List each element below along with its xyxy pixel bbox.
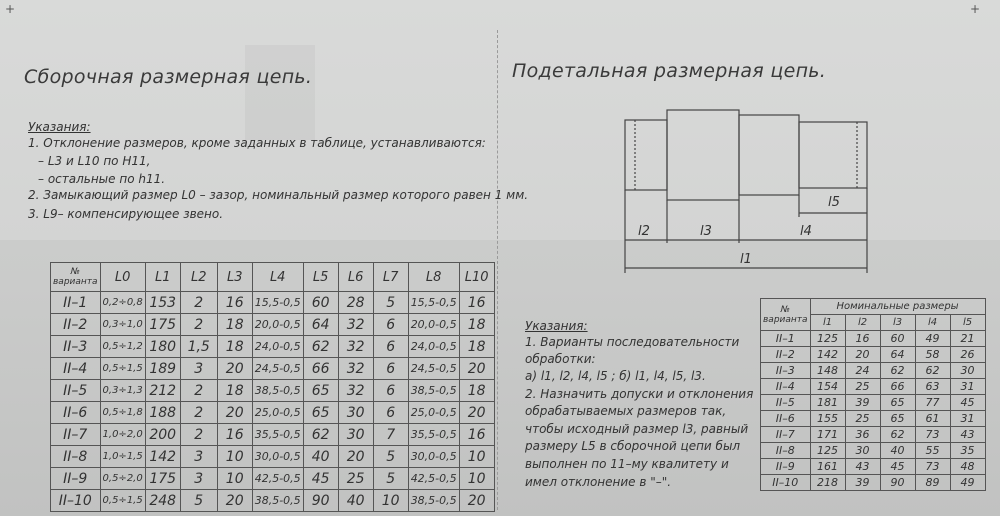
- t2-cell: 35: [950, 443, 985, 459]
- t2-cell: II–4: [761, 379, 811, 395]
- t2-cell: 43: [845, 459, 880, 475]
- t1-cell: 38,5-0,5: [408, 490, 459, 512]
- t2-cell: 36: [845, 427, 880, 443]
- t1-cell: 20: [459, 402, 494, 424]
- t1-cell: 2: [180, 424, 217, 446]
- t2-cell: II–10: [761, 475, 811, 491]
- t2-cell: 49: [915, 331, 950, 347]
- detail-sizes-table: [760, 298, 986, 491]
- t1-cell: 0,5÷1,2: [100, 336, 145, 358]
- t2-cell: 73: [915, 427, 950, 443]
- table-row: [51, 314, 495, 336]
- t2-variant-header: № варианта: [761, 299, 811, 331]
- t2-cell: 65: [880, 411, 915, 427]
- t1-cell: 42,5-0,5: [252, 468, 303, 490]
- t2-cell: 49: [950, 475, 985, 491]
- t2-cell: 60: [880, 331, 915, 347]
- t1-cell: 6: [373, 402, 408, 424]
- t1-cell: 32: [338, 380, 373, 402]
- table-row: [51, 446, 495, 468]
- dim-label-l1: l1: [740, 252, 752, 267]
- t1-cell: 18: [217, 314, 252, 336]
- assembly-variants-table: [50, 262, 495, 512]
- table-row: [51, 358, 495, 380]
- t1-cell: 20,0-0,5: [252, 314, 303, 336]
- note-1: 1. Отклонение размеров, кроме заданных в таблице, устанавливаются:: [28, 136, 486, 150]
- t1-cell: 16: [217, 424, 252, 446]
- t2-cell: 62: [915, 363, 950, 379]
- note-1a: – L3 и L10 по H11,: [38, 154, 151, 168]
- t1-cell: II–6: [51, 402, 101, 424]
- t1-header-cell: L1: [145, 263, 180, 292]
- t2-cell: II–9: [761, 459, 811, 475]
- t1-cell: 212: [145, 380, 180, 402]
- right-note-1: 1. Варианты последовательности: [525, 335, 740, 349]
- t1-cell: 6: [373, 358, 408, 380]
- t2-cell: 39: [845, 475, 880, 491]
- shaft-segment-l2: [625, 120, 667, 190]
- t2-cell: 31: [950, 379, 985, 395]
- t1-cell: 18: [217, 380, 252, 402]
- t1-cell: II–5: [51, 380, 101, 402]
- t1-cell: 0,5÷1,8: [100, 402, 145, 424]
- dim-label-l3: l3: [700, 224, 712, 239]
- t1-cell: 10: [217, 446, 252, 468]
- t1-header-cell: L3: [217, 263, 252, 292]
- t1-cell: 175: [145, 314, 180, 336]
- t1-cell: 18: [459, 380, 494, 402]
- t1-cell: 30,0-0,5: [408, 446, 459, 468]
- corner-mark: +: [5, 2, 16, 16]
- t1-cell: 3: [180, 446, 217, 468]
- t2-cell: II–2: [761, 347, 811, 363]
- t1-cell: II–9: [51, 468, 101, 490]
- t1-cell: 0,5÷1,5: [100, 358, 145, 380]
- t1-cell: 180: [145, 336, 180, 358]
- table-row: [51, 380, 495, 402]
- t2-cell: II–5: [761, 395, 811, 411]
- t1-cell: 175: [145, 468, 180, 490]
- assembly-chain-title: Сборочная размерная цепь.: [24, 66, 313, 88]
- t1-cell: 20: [459, 358, 494, 380]
- t2-cell: 125: [810, 443, 845, 459]
- right-note-2f: имел отклонение в "–".: [525, 475, 672, 489]
- t1-cell: 60: [303, 292, 338, 314]
- t2-cell: 48: [950, 459, 985, 475]
- t1-cell: II–8: [51, 446, 101, 468]
- t1-cell: 2: [180, 402, 217, 424]
- t1-cell: 2: [180, 314, 217, 336]
- t1-cell: 62: [303, 336, 338, 358]
- t2-cell: 30: [845, 443, 880, 459]
- t1-cell: 2: [180, 380, 217, 402]
- background-shape: [245, 45, 315, 140]
- t1-cell: 0,2÷0,8: [100, 292, 145, 314]
- shaft-segment-l4: [739, 115, 799, 195]
- dim-label-l5: l5: [828, 195, 840, 210]
- t1-cell: 38,5-0,5: [252, 490, 303, 512]
- t2-cell: 181: [810, 395, 845, 411]
- t1-cell: 0,5÷2,0: [100, 468, 145, 490]
- t1-cell: 6: [373, 336, 408, 358]
- t1-cell: 20: [217, 358, 252, 380]
- dim-label-l4: l4: [800, 224, 812, 239]
- t1-cell: 20: [459, 490, 494, 512]
- t1-cell: 24,5-0,5: [408, 358, 459, 380]
- t1-cell: 6: [373, 314, 408, 336]
- table-row: [51, 336, 495, 358]
- right-notes-heading: Указания:: [525, 319, 588, 333]
- t1-cell: 15,5-0,5: [408, 292, 459, 314]
- t2-cell: 25: [845, 379, 880, 395]
- t1-cell: 20: [338, 446, 373, 468]
- t2-cell: 45: [950, 395, 985, 411]
- t2-cell: 31: [950, 411, 985, 427]
- t1-cell: 0,3÷1,0: [100, 314, 145, 336]
- t2-cell: 16: [845, 331, 880, 347]
- table-row: [761, 459, 986, 475]
- t1-cell: 142: [145, 446, 180, 468]
- t2-col-header: l5: [950, 315, 985, 331]
- t1-cell: 20: [217, 402, 252, 424]
- table-row: [761, 395, 986, 411]
- table-row: [761, 475, 986, 491]
- t2-cell: 148: [810, 363, 845, 379]
- table-header-row: [51, 263, 495, 292]
- t2-cell: 64: [880, 347, 915, 363]
- t1-cell: 24,0-0,5: [408, 336, 459, 358]
- t2-cell: II–7: [761, 427, 811, 443]
- t1-cell: 24,0-0,5: [252, 336, 303, 358]
- t1-header-cell: № варианта: [51, 263, 101, 292]
- t2-cell: 30: [950, 363, 985, 379]
- t2-cell: 25: [845, 411, 880, 427]
- t2-cell: 154: [810, 379, 845, 395]
- right-note-2c: чтобы исходный размер l3, равный: [525, 422, 749, 436]
- t1-cell: II–1: [51, 292, 101, 314]
- t1-cell: 5: [373, 468, 408, 490]
- t1-cell: 2: [180, 292, 217, 314]
- t1-cell: 10: [373, 490, 408, 512]
- dim-label-l2: l2: [638, 224, 650, 239]
- t1-cell: 66: [303, 358, 338, 380]
- t1-cell: II–7: [51, 424, 101, 446]
- t1-cell: 32: [338, 336, 373, 358]
- table-row: [761, 331, 986, 347]
- t1-cell: 20,0-0,5: [408, 314, 459, 336]
- t1-cell: II–3: [51, 336, 101, 358]
- notes-heading: Указания:: [28, 120, 91, 134]
- t1-cell: 18: [459, 314, 494, 336]
- t1-cell: II–4: [51, 358, 101, 380]
- t1-cell: II–10: [51, 490, 101, 512]
- table-row: [761, 363, 986, 379]
- right-note-1c: а) l1, l2, l4, l5 ; б) l1, l4, l5, l3.: [525, 369, 706, 383]
- t2-cell: 90: [880, 475, 915, 491]
- t2-cell: 66: [880, 379, 915, 395]
- table-row: [51, 468, 495, 490]
- t1-cell: 64: [303, 314, 338, 336]
- t2-cell: 40: [880, 443, 915, 459]
- t2-cell: 161: [810, 459, 845, 475]
- t1-cell: 25,0-0,5: [408, 402, 459, 424]
- t1-cell: 32: [338, 358, 373, 380]
- t1-cell: 25,0-0,5: [252, 402, 303, 424]
- t1-cell: 5: [373, 446, 408, 468]
- t1-cell: 38,5-0,5: [252, 380, 303, 402]
- t1-cell: 188: [145, 402, 180, 424]
- divider: [497, 30, 499, 510]
- t1-cell: 200: [145, 424, 180, 446]
- table-row: [51, 424, 495, 446]
- t1-cell: 16: [217, 292, 252, 314]
- table-row: [51, 490, 495, 512]
- t1-cell: 6: [373, 380, 408, 402]
- t1-cell: 1,5: [180, 336, 217, 358]
- right-note-1b: обработки:: [525, 352, 596, 366]
- t1-cell: 1,0÷1,5: [100, 446, 145, 468]
- t2-col-header: l3: [880, 315, 915, 331]
- t1-cell: 65: [303, 380, 338, 402]
- t1-cell: 40: [303, 446, 338, 468]
- t1-header-cell: L4: [252, 263, 303, 292]
- t2-cell: 73: [915, 459, 950, 475]
- right-note-2b: обрабатываемых размеров так,: [525, 404, 727, 418]
- t2-cell: II–3: [761, 363, 811, 379]
- t1-cell: 62: [303, 424, 338, 446]
- t2-cell: 62: [880, 427, 915, 443]
- t2-col-header: l2: [845, 315, 880, 331]
- t1-cell: 10: [459, 468, 494, 490]
- t2-cell: II–8: [761, 443, 811, 459]
- t2-cell: 20: [845, 347, 880, 363]
- t1-cell: 20: [217, 490, 252, 512]
- t1-cell: 10: [217, 468, 252, 490]
- t1-cell: 5: [180, 490, 217, 512]
- t2-cell: II–6: [761, 411, 811, 427]
- t2-cell: 26: [950, 347, 985, 363]
- t2-cell: II–1: [761, 331, 811, 347]
- t1-cell: 1,0÷2,0: [100, 424, 145, 446]
- t2-col-header: l4: [915, 315, 950, 331]
- t2-cell: 89: [915, 475, 950, 491]
- t2-cell: 55: [915, 443, 950, 459]
- t1-cell: 16: [459, 292, 494, 314]
- t1-cell: 15,5-0,5: [252, 292, 303, 314]
- t1-cell: 24,5-0,5: [252, 358, 303, 380]
- t1-cell: 189: [145, 358, 180, 380]
- t1-header-cell: L5: [303, 263, 338, 292]
- t1-cell: 5: [373, 292, 408, 314]
- t1-cell: 16: [459, 424, 494, 446]
- t1-cell: 30,0-0,5: [252, 446, 303, 468]
- t1-header-cell: L0: [100, 263, 145, 292]
- t1-header-cell: L10: [459, 263, 494, 292]
- t1-cell: 7: [373, 424, 408, 446]
- detail-chain-title: Подетальная размерная цепь.: [512, 60, 827, 82]
- t1-header-cell: L7: [373, 263, 408, 292]
- t1-cell: 0,5÷1,5: [100, 490, 145, 512]
- t2-group-header: Номинальные размеры: [810, 299, 985, 315]
- t2-cell: 171: [810, 427, 845, 443]
- t2-cell: 62: [880, 363, 915, 379]
- t2-cell: 39: [845, 395, 880, 411]
- t1-cell: 248: [145, 490, 180, 512]
- t1-cell: 65: [303, 402, 338, 424]
- t1-cell: 10: [459, 446, 494, 468]
- t1-cell: 25: [338, 468, 373, 490]
- t1-cell: 90: [303, 490, 338, 512]
- t1-cell: 153: [145, 292, 180, 314]
- t2-cell: 218: [810, 475, 845, 491]
- t2-cell: 77: [915, 395, 950, 411]
- t2-col-header: l1: [810, 315, 845, 331]
- t2-cell: 43: [950, 427, 985, 443]
- shaft-segment-l3: [667, 110, 739, 200]
- t2-cell: 63: [915, 379, 950, 395]
- t1-cell: 32: [338, 314, 373, 336]
- t2-cell: 155: [810, 411, 845, 427]
- right-note-2: 2. Назначить допуски и отклонения: [525, 387, 754, 401]
- right-note-2e: выполнен по 11–му квалитету и: [525, 457, 729, 471]
- table-row: [51, 402, 495, 424]
- t2-cell: 21: [950, 331, 985, 347]
- t1-cell: 30: [338, 402, 373, 424]
- t1-cell: 38,5-0,5: [408, 380, 459, 402]
- note-2: 2. Замыкающий размер L0 – зазор, номинальный размер которого равен 1 мм.: [28, 188, 529, 202]
- t1-cell: 45: [303, 468, 338, 490]
- t1-cell: 35,5-0,5: [252, 424, 303, 446]
- t1-cell: 0,3÷1,3: [100, 380, 145, 402]
- table-row: [761, 443, 986, 459]
- table-row: [761, 379, 986, 395]
- t1-cell: 42,5-0,5: [408, 468, 459, 490]
- t1-cell: 35,5-0,5: [408, 424, 459, 446]
- right-note-2d: размеру L5 в сборочной цепи был: [525, 439, 741, 453]
- t1-header-cell: L2: [180, 263, 217, 292]
- note-3: 3. L9– компенсирующее звено.: [28, 207, 224, 221]
- corner-mark: +: [970, 2, 981, 16]
- note-1b: – остальные по h11.: [38, 172, 166, 186]
- t1-cell: 28: [338, 292, 373, 314]
- t1-cell: 18: [459, 336, 494, 358]
- table-row: [761, 427, 986, 443]
- t1-header-cell: L8: [408, 263, 459, 292]
- t2-cell: 125: [810, 331, 845, 347]
- t1-cell: 40: [338, 490, 373, 512]
- table-row: [761, 411, 986, 427]
- t1-cell: 3: [180, 358, 217, 380]
- t2-cell: 61: [915, 411, 950, 427]
- table-row: [761, 347, 986, 363]
- t1-cell: II–2: [51, 314, 101, 336]
- table-row: [51, 292, 495, 314]
- t1-cell: 30: [338, 424, 373, 446]
- t1-cell: 18: [217, 336, 252, 358]
- t2-cell: 58: [915, 347, 950, 363]
- t1-header-cell: L6: [338, 263, 373, 292]
- t1-cell: 3: [180, 468, 217, 490]
- t2-cell: 45: [880, 459, 915, 475]
- t2-cell: 24: [845, 363, 880, 379]
- t2-cell: 65: [880, 395, 915, 411]
- t2-cell: 142: [810, 347, 845, 363]
